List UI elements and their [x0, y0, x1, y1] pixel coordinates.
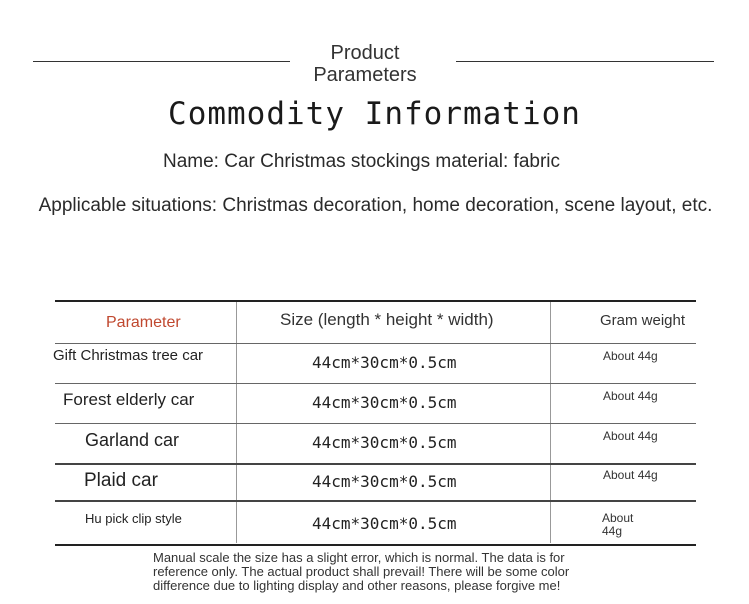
row-size-cell [236, 384, 550, 424]
header-weight-label: Gram weight [600, 312, 686, 329]
row-name: Garland car [85, 430, 180, 450]
row-name: Gift Christmas tree car [53, 347, 204, 364]
row-name: Hu pick clip style [85, 511, 182, 526]
header-parameter-label: Parameter [106, 314, 181, 331]
row-name-cell [55, 344, 236, 384]
row-size-cell [236, 424, 550, 464]
row-weight-cell [550, 384, 696, 424]
page-heading: Commodity Information [168, 96, 581, 132]
row-weight-line2: 44g [602, 524, 623, 538]
row-size: 44cm*30cm*0.5cm [312, 353, 457, 372]
row-size: 44cm*30cm*0.5cm [312, 472, 457, 491]
row-name-cell [55, 384, 236, 424]
row-size: 44cm*30cm*0.5cm [312, 393, 457, 412]
disclaimer-note: Manual scale the size has a slight error, which is normal. The data is for reference only. The actual product shall prevail! There will be some color difference due to lighting display and other reasons, please forgive me! [153, 550, 570, 593]
parameter-table [55, 300, 696, 543]
table-row [55, 383, 696, 424]
situations-line: Applicable situations: Christmas decoration, home decoration, scene layout, etc. [38, 195, 713, 216]
table-header-row [55, 300, 696, 345]
row-name-cell [55, 465, 236, 502]
table-row [55, 423, 696, 464]
row-weight: About 44g [603, 349, 658, 363]
header-cell-weight [550, 302, 696, 345]
table-row [55, 343, 696, 384]
row-name: Plaid car [84, 470, 158, 491]
row-size-cell [236, 465, 550, 502]
name-line: Name: Car Christmas stockings material: fabric [163, 151, 560, 172]
row-weight: About 44g [603, 468, 658, 482]
row-weight-line1: About [602, 511, 634, 525]
header-cell-size [236, 302, 550, 345]
table-row [55, 500, 696, 546]
section-title-line2: Parameters [313, 64, 417, 86]
header-size-label: Size (length * height * width) [280, 310, 494, 329]
row-weight-cell [550, 502, 696, 544]
left-divider [33, 61, 290, 62]
row-size-cell [236, 344, 550, 384]
table-row [55, 463, 696, 502]
row-weight-cell [550, 424, 696, 464]
header-cell-parameter [55, 302, 236, 345]
row-name-cell [55, 502, 236, 544]
row-name: Forest elderly car [63, 390, 195, 409]
row-size: 44cm*30cm*0.5cm [312, 514, 457, 533]
right-divider [456, 61, 714, 62]
row-size: 44cm*30cm*0.5cm [312, 433, 457, 452]
section-title-line1: Product [330, 42, 400, 64]
section-title [290, 42, 440, 86]
row-name-cell [55, 424, 236, 464]
row-weight-cell [550, 465, 696, 502]
row-weight-cell [550, 344, 696, 384]
row-weight: About 44g [603, 429, 658, 443]
row-weight: About 44g [603, 389, 658, 403]
row-size-cell [236, 502, 550, 544]
